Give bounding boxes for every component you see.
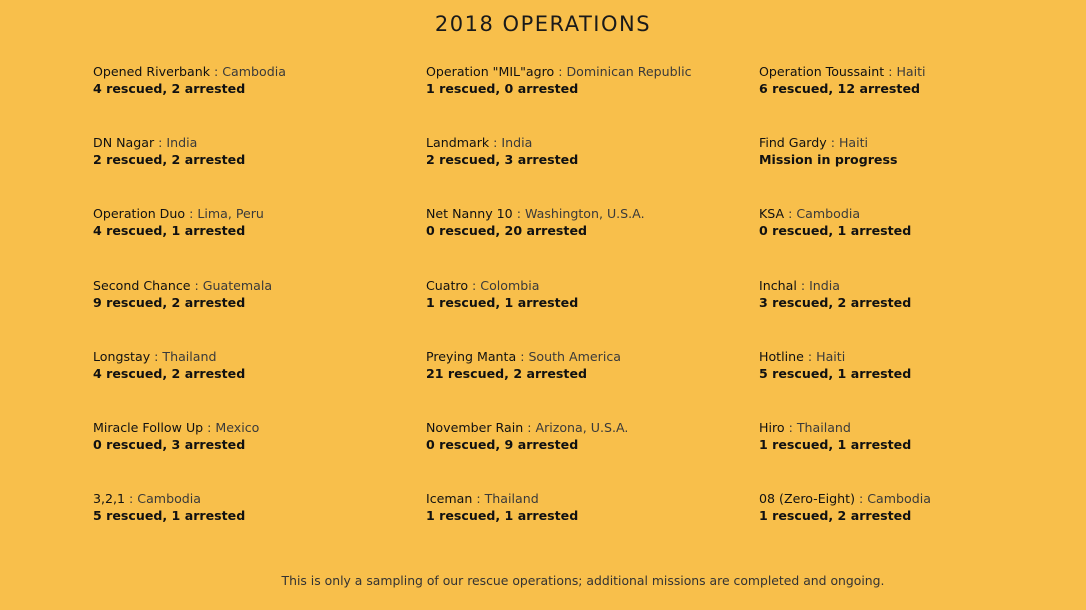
operation-result: 0 rescued, 20 arrested: [426, 223, 587, 239]
separator: :: [190, 277, 203, 293]
operation-name: Opened Riverbank: [93, 64, 210, 79]
separator: :: [150, 348, 163, 364]
operation-location: Cambodia: [222, 64, 286, 79]
operation-entry: [93, 348, 426, 419]
separator: :: [489, 135, 502, 151]
separator: :: [203, 419, 216, 435]
operation-location: Thailand: [162, 348, 217, 364]
separator: :: [154, 135, 167, 151]
operation-entry: [759, 63, 1053, 134]
separator: :: [472, 491, 485, 507]
operation-location: Arizona, U.S.A.: [535, 419, 629, 435]
operation-location: Cambodia: [796, 206, 861, 222]
operation-entry: [93, 134, 426, 205]
operation-location: South America: [528, 348, 621, 364]
operation-entry: [759, 277, 1053, 348]
operation-result: 4 rescued, 2 arrested: [93, 365, 246, 381]
operation-entry: [93, 419, 426, 490]
operation-entry: [759, 419, 1053, 490]
separator: :: [784, 419, 797, 435]
separator: :: [516, 348, 529, 364]
separator: :: [784, 206, 797, 222]
operation-name: Landmark: [426, 135, 490, 151]
operation-result: 1 rescued, 1 arrested: [426, 294, 579, 310]
operation-name: Miracle Follow Up: [93, 419, 204, 435]
operation-location: Colombia: [480, 277, 540, 293]
operation-result: Mission in progress: [759, 152, 898, 168]
operation-location: India: [166, 135, 198, 151]
operation-entry: [93, 277, 426, 348]
operation-name: DN Nagar: [93, 135, 155, 151]
operation-result: 5 rescued, 1 arrested: [93, 508, 246, 524]
separator: :: [512, 206, 525, 222]
separator: :: [826, 135, 839, 151]
separator: :: [796, 277, 810, 293]
operation-result: 2 rescued, 2 arrested: [93, 152, 246, 168]
operation-result: 5 rescued, 1 arrested: [759, 365, 912, 381]
operation-location: Thailand: [484, 491, 539, 507]
operation-location: Dominican Republic: [566, 64, 692, 79]
operation-result: 2 rescued, 3 arrested: [426, 152, 579, 168]
operation-name: Net Nanny 10: [426, 206, 513, 222]
operation-entry: [759, 205, 1053, 276]
operation-location: Haiti: [838, 135, 869, 151]
separator: :: [854, 491, 868, 507]
separator: :: [554, 64, 567, 79]
operation-name: Operation Toussaint: [759, 64, 885, 79]
operation-result: 0 rescued, 3 arrested: [93, 436, 246, 452]
operation-name: 3,2,1: [93, 491, 126, 507]
separator: :: [185, 206, 198, 222]
operation-name: Hotline: [759, 348, 804, 364]
separator: :: [210, 64, 223, 79]
operation-name: 08 (Zero-Eight): [759, 491, 855, 507]
operation-result: 1 rescued, 1 arrested: [759, 436, 912, 452]
operation-name: Operation Duo: [93, 206, 186, 222]
page-title: 2018 OPERATIONS: [434, 12, 652, 36]
operation-entry: [426, 63, 759, 134]
operation-name: Operation "MIL"agro: [426, 64, 555, 79]
operation-result: 3 rescued, 2 arrested: [759, 294, 912, 310]
operation-result: 9 rescued, 2 arrested: [93, 294, 246, 310]
operation-entry: [426, 490, 759, 561]
operation-name: KSA: [759, 206, 785, 222]
operation-name: Cuatro: [426, 277, 469, 293]
operation-location: India: [501, 135, 533, 151]
operation-entry: [759, 490, 1053, 561]
operation-result: 4 rescued, 2 arrested: [93, 81, 246, 96]
operation-name: November Rain: [426, 419, 524, 435]
operation-entry: [93, 490, 426, 561]
operation-name: Inchal: [759, 277, 797, 293]
footnote: This is only a sampling of our rescue operations; additional missions are completed and ongoing.: [281, 573, 885, 588]
operation-entry: [426, 348, 759, 419]
operation-name: Preying Manta: [426, 348, 517, 364]
separator: :: [125, 491, 138, 507]
operation-location: Cambodia: [137, 491, 201, 507]
operation-name: Second Chance: [93, 277, 191, 293]
operation-result: 1 rescued, 2 arrested: [759, 508, 912, 524]
separator: :: [468, 277, 481, 293]
operation-result: 21 rescued, 2 arrested: [426, 365, 587, 381]
operation-entry: [759, 348, 1053, 419]
operation-entry: [93, 205, 426, 276]
operation-result: 1 rescued, 0 arrested: [426, 81, 579, 96]
separator: :: [803, 348, 817, 364]
operation-location: Cambodia: [867, 491, 931, 507]
operation-location: India: [809, 277, 840, 293]
operation-location: Mexico: [215, 419, 260, 435]
operation-location: Guatemala: [202, 277, 273, 293]
operation-entry: [759, 134, 1053, 205]
operation-name: Find Gardy: [759, 135, 827, 151]
operation-entry: [426, 277, 759, 348]
operations-grid: [93, 63, 1053, 561]
operation-location: Haiti: [816, 348, 846, 364]
operation-result: 6 rescued, 12 arrested: [759, 81, 920, 96]
operation-name: Iceman: [426, 491, 473, 507]
operation-entry: [93, 63, 426, 134]
operation-name: Longstay: [93, 348, 151, 364]
operation-location: Washington, U.S.A.: [524, 206, 645, 222]
operation-name: Hiro: [759, 419, 785, 435]
separator: :: [884, 64, 897, 79]
operation-entry: [426, 419, 759, 490]
operation-result: 0 rescued, 1 arrested: [759, 223, 912, 239]
operation-location: Thailand: [796, 419, 851, 435]
operation-result: 4 rescued, 1 arrested: [93, 223, 246, 239]
separator: :: [523, 419, 536, 435]
operation-result: 1 rescued, 1 arrested: [426, 508, 579, 524]
operation-location: Lima, Peru: [197, 206, 264, 222]
operation-entry: [426, 134, 759, 205]
operation-entry: [426, 205, 759, 276]
operation-result: 0 rescued, 9 arrested: [426, 436, 579, 452]
operation-location: Haiti: [896, 64, 926, 79]
